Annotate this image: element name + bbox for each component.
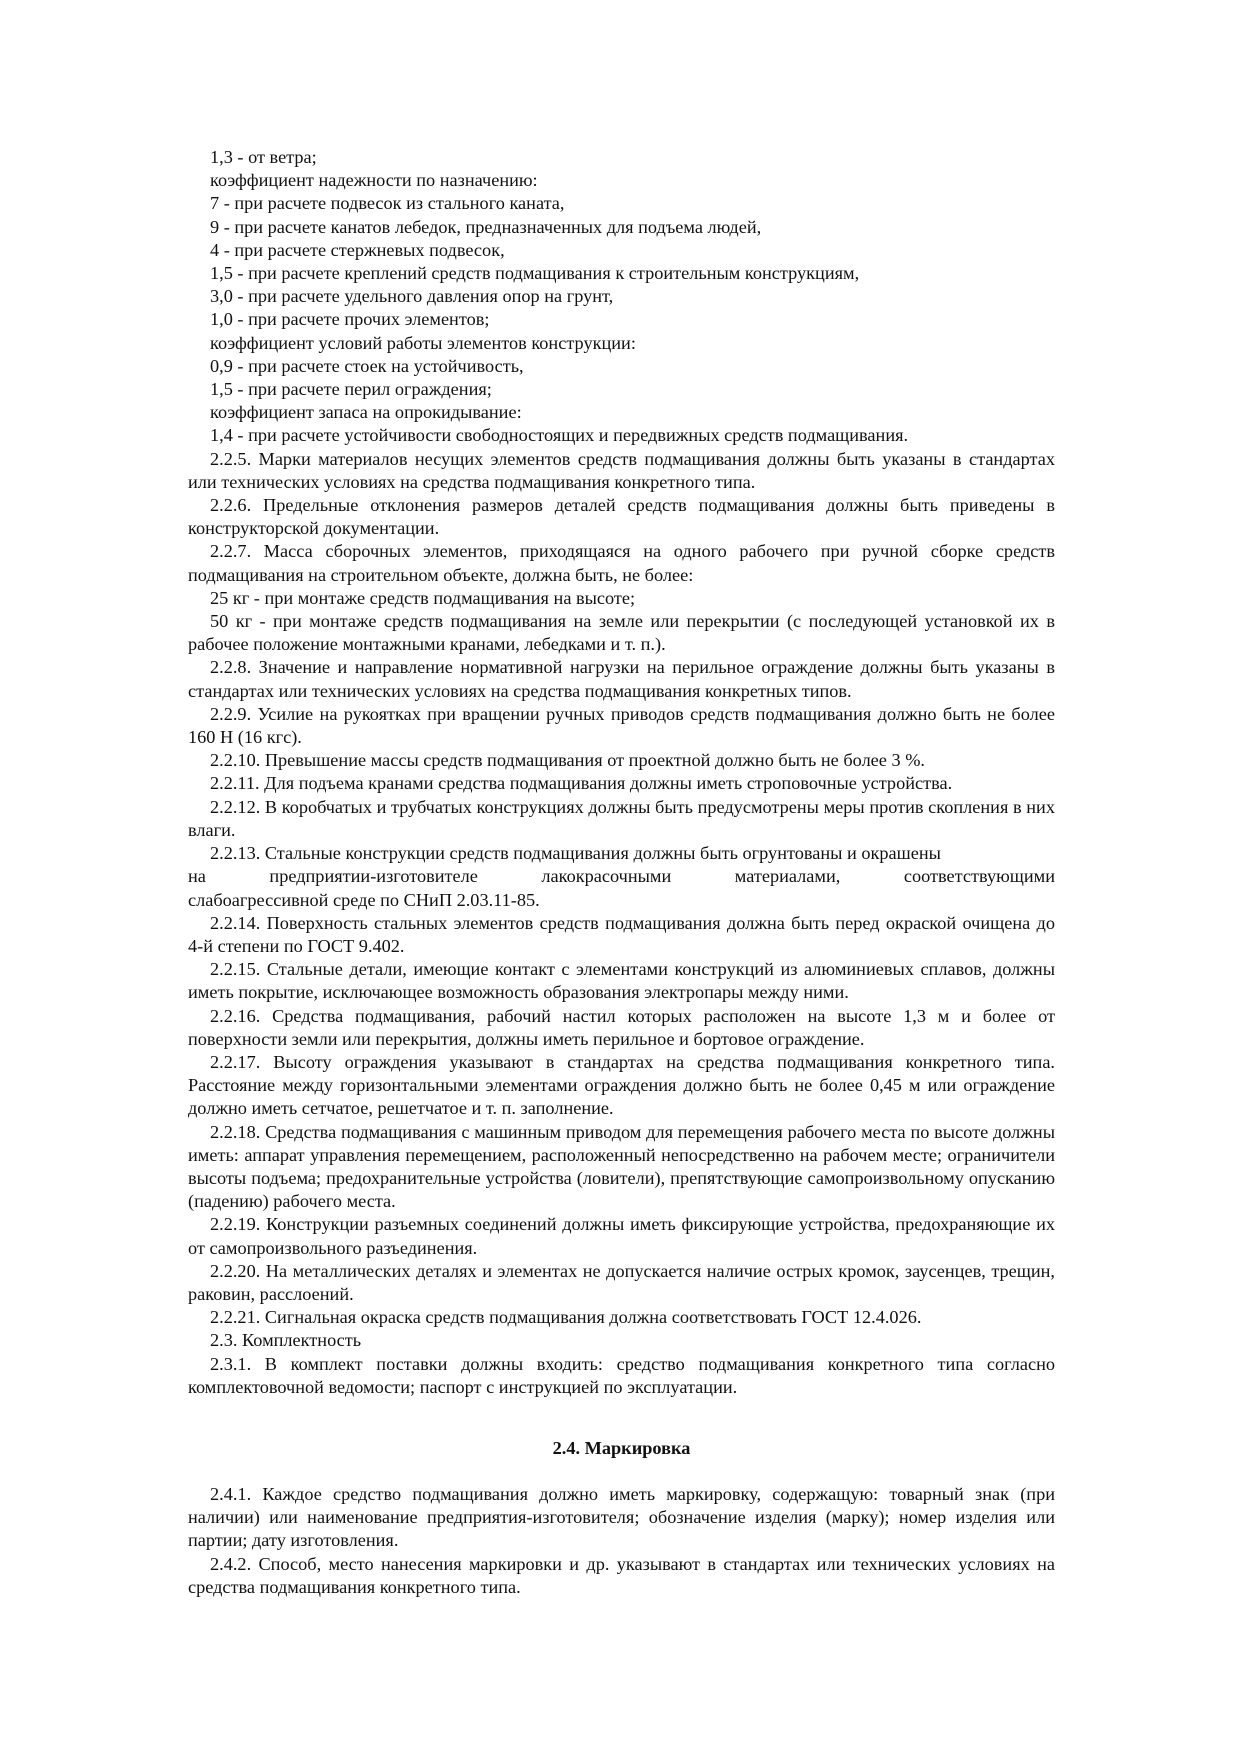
- paragraph: коэффициент надежности по назначению:: [210, 170, 538, 191]
- paragraph: 2.2.13. Стальные конструкции средств подмащивания должны быть огрунтованы и окрашены: [210, 843, 941, 864]
- paragraph: 1,4 - при расчете устойчивости свободностоящих и передвижных средств подмащивания.: [210, 425, 909, 446]
- paragraph: 2.2.7. Масса сборочных элементов, приходящаяся на одного рабочего при ручной сборке средств подмащивания на строительном объекте, должна быть, не более:: [188, 541, 1055, 585]
- paragraph: 7 - при расчете подвесок из стального каната,: [210, 193, 565, 214]
- paragraph: 2.2.16. Средства подмащивания, рабочий настил которых расположен на высоте 1,3 м и более от поверхности земли или перекрытия, должны иметь перильное и бортовое ограждение.: [188, 1005, 1055, 1049]
- paragraph: коэффициент условий работы элементов конструкции:: [210, 332, 636, 353]
- paragraph: 2.3. Комплектность: [210, 1330, 362, 1351]
- paragraph: 2.4.2. Способ, место нанесения маркировки и др. указывают в стандартах или технических условиях на средства подмащивания конкретного типа.: [188, 1553, 1055, 1597]
- paragraph: 25 кг - при монтаже средств подмащивания на высоте;: [210, 587, 636, 608]
- paragraph: 2.4.1. Каждое средство подмащивания должно иметь маркировку, содержащую: товарный знак (при наличии) или наименование предприятия-изготовителя; обозначение изделия (марку); номер изделия или партии; дату изготовления.: [188, 1484, 1055, 1551]
- paragraph: 50 кг - при монтаже средств подмащивания на земле или перекрытии (с последующей установкой их в рабочее положение монтажными кранами, лебедками и т. п.).: [188, 611, 1055, 655]
- paragraph: 2.2.19. Конструкции разъемных соединений должны иметь фиксирующие устройства, предохраняющие их от самопроизвольного разъединения.: [188, 1214, 1055, 1258]
- section-heading: 2.4. Маркировка: [552, 1438, 691, 1458]
- paragraph: 1,5 - при расчете перил ограждения;: [210, 379, 492, 400]
- paragraph: 0,9 - при расчете стоек на устойчивость,: [210, 355, 524, 376]
- paragraph: 1,5 - при расчете креплений средств подмащивания к строительным конструкциям,: [210, 263, 860, 284]
- paragraph: 2.3.1. В комплект поставки должны входить: средство подмащивания конкретного типа согласно комплектовочной ведомости; паспорт с инструкцией по эксплуатации.: [188, 1353, 1055, 1397]
- paragraph: на предприятии-изготовителе лакокрасочными материалами, соответствующими: [188, 866, 1055, 887]
- paragraph: 2.2.21. Сигнальная окраска средств подмащивания должна соответствовать ГОСТ 12.4.026.: [210, 1307, 922, 1328]
- paragraph: 2.2.17. Высоту ограждения указывают в стандартах на средства подмащивания конкретного типа. Расстояние между горизонтальными элементами ограждения должно быть не более 0,45 м или ограждение должно иметь сетчатое, решетчатое и т. п. заполнение.: [188, 1051, 1055, 1119]
- paragraph: 2.2.9. Усилие на рукоятках при вращении ручных приводов средств подмащивания должно быть не более 160 Н (16 кгс).: [188, 703, 1055, 748]
- body-text-after-heading: [188, 1483, 1055, 1599]
- paragraph: 2.2.5. Марки материалов несущих элементов средств подмащивания должны быть указаны в стандартах или технических условиях на средства подмащивания конкретного типа.: [188, 448, 1055, 492]
- paragraph: 2.2.18. Средства подмащивания с машинным приводом для перемещения рабочего места по высоте должны иметь: аппарат управления перемещением, расположенный непосредственно на рабочем месте; ограничители высоты подъема; предохранительные устройства (ловители), препятствующие самопроизвольному опусканию (падению) рабочего места.: [188, 1121, 1055, 1212]
- paragraph: 9 - при расчете канатов лебедок, предназначенных для подъема людей,: [210, 216, 762, 237]
- paragraph: 2.2.10. Превышение массы средств подмащивания от проектной должно быть не более 3 %.: [210, 750, 925, 771]
- paragraph: коэффициент запаса на опрокидывание:: [210, 402, 522, 423]
- paragraph: 1,0 - при расчете прочих элементов;: [210, 309, 490, 330]
- paragraph: 1,3 - от ветра;: [210, 147, 317, 167]
- paragraph: 2.2.11. Для подъема кранами средства подмащивания должны иметь строповочные устройства.: [210, 773, 953, 794]
- paragraph: 2.2.14. Поверхность стальных элементов средств подмащивания должна быть перед окраской очищена до 4-й степени по ГОСТ 9.402.: [188, 912, 1055, 956]
- paragraph: 2.2.20. На металлических деталях и элементах не допускается наличие острых кромок, заусенцев, трещин, раковин, расслоений.: [188, 1260, 1055, 1304]
- paragraph: 4 - при расчете стержневых подвесок,: [210, 239, 505, 260]
- paragraph: 2.2.8. Значение и направление нормативной нагрузки на перильное ограждение должны быть указаны в стандартах или технических условиях на средства подмащивания конкретных типов.: [188, 657, 1055, 701]
- paragraph: 3,0 - при расчете удельного давления опор на грунт,: [210, 286, 614, 307]
- paragraph: 2.2.6. Предельные отклонения размеров деталей средств подмащивания должны быть приведены в конструкторской документации.: [188, 495, 1055, 539]
- paragraph: 2.2.15. Стальные детали, имеющие контакт с элементами конструкций из алюминиевых сплавов, должны иметь покрытие, исключающее возможность образования электропары между ними.: [188, 959, 1055, 1003]
- paragraph: 2.2.12. В коробчатых и трубчатых конструкциях должны быть предусмотрены меры против скопления в них влаги.: [188, 796, 1055, 840]
- body-text: [188, 146, 1055, 1399]
- paragraph: слабоагрессивной среде по СНиП 2.03.11-85.: [188, 889, 540, 910]
